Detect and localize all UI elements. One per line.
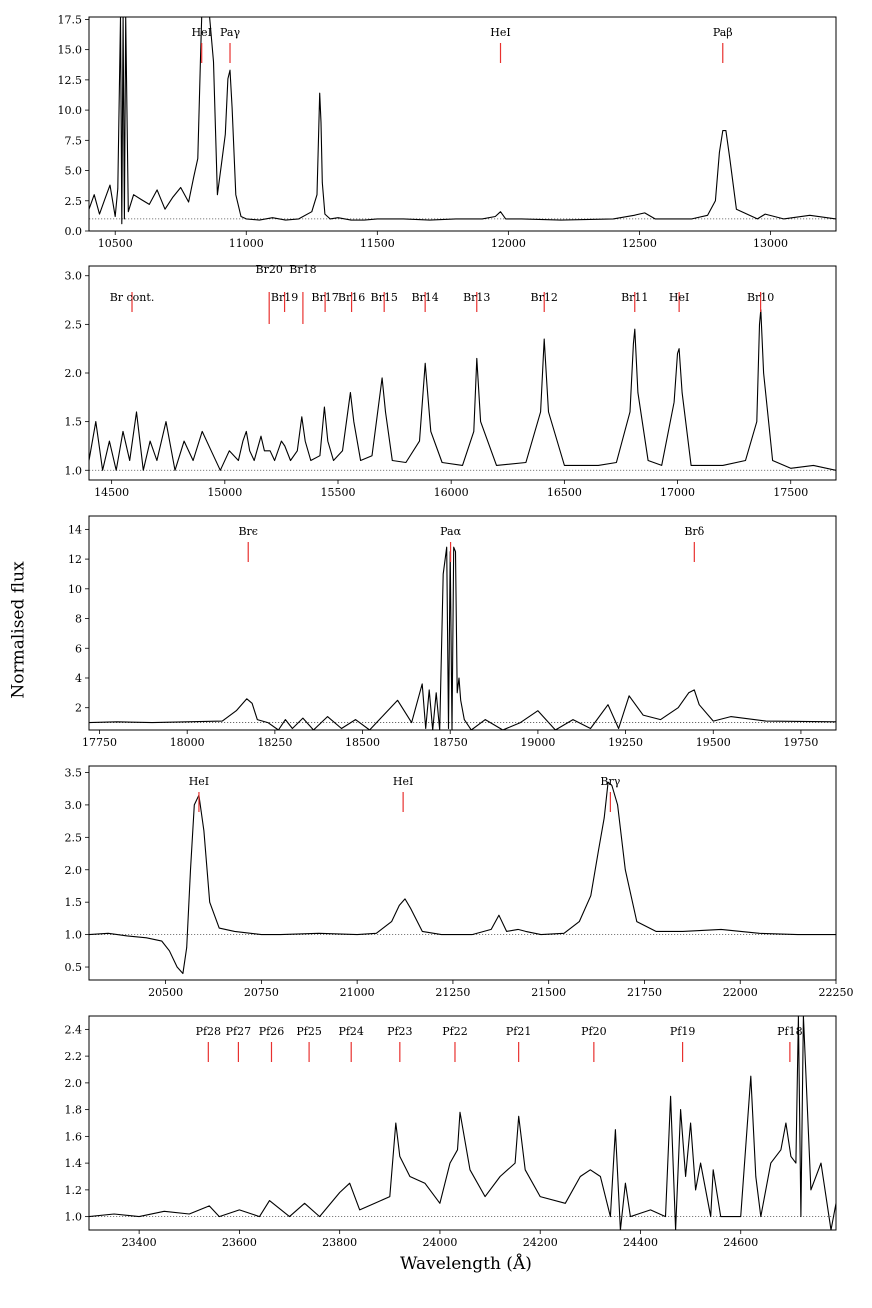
- line-marker-label: Br10: [746, 291, 775, 304]
- line-marker-label: Br12: [530, 291, 558, 304]
- line-marker-label: Br16: [337, 291, 366, 304]
- line-marker-label: Pf19: [669, 1025, 696, 1038]
- y-tick-label: 2.0: [64, 1076, 82, 1090]
- x-tick-label: 18750: [432, 736, 468, 749]
- line-marker-label: Br cont.: [109, 291, 155, 304]
- x-tick-label: 21250: [435, 986, 471, 999]
- line-marker-label: Pf25: [296, 1025, 322, 1038]
- line-marker-label: Pf22: [442, 1025, 468, 1038]
- spectrum-line: [89, 547, 836, 730]
- y-tick-label: 1.2: [64, 1183, 82, 1197]
- line-marker-label: Paα: [440, 525, 462, 538]
- y-tick-label: 12: [68, 553, 82, 567]
- line-marker-label: Br11: [621, 291, 649, 304]
- line-marker-label: Pf28: [195, 1025, 222, 1038]
- x-axis-label: Wavelength (Å): [400, 1254, 532, 1274]
- axes-frame: [89, 1016, 836, 1230]
- x-tick-label: 16500: [546, 486, 582, 499]
- y-tick-label: 1.0: [64, 1210, 82, 1224]
- y-tick-label: 6: [75, 642, 82, 656]
- x-tick-label: 14500: [94, 486, 130, 499]
- y-tick-label: 4: [75, 671, 82, 685]
- axes-frame: [89, 516, 836, 730]
- line-marker-label: Br20: [255, 263, 283, 276]
- y-tick-label: 2.5: [64, 831, 82, 845]
- line-marker-label: Pf26: [258, 1025, 285, 1038]
- line-marker-label: Pf20: [581, 1025, 607, 1038]
- x-tick-label: 21500: [531, 986, 567, 999]
- line-marker-label: Paγ: [219, 26, 241, 39]
- spectrum-line: [89, 1016, 836, 1230]
- x-tick-label: 17000: [660, 486, 696, 499]
- x-tick-label: 17750: [82, 736, 118, 749]
- x-tick-label: 18500: [345, 736, 381, 749]
- x-tick-label: 19000: [520, 736, 556, 749]
- x-tick-label: 23800: [322, 1236, 358, 1249]
- line-marker-label: Brϵ: [238, 525, 258, 538]
- line-marker-label: HeI: [191, 26, 212, 39]
- x-tick-label: 24600: [723, 1236, 759, 1249]
- y-tick-label: 17.5: [57, 13, 82, 27]
- line-marker-label: Pf23: [387, 1025, 413, 1038]
- line-marker-label: Brδ: [684, 525, 705, 538]
- line-marker-label: Br19: [270, 291, 299, 304]
- y-tick-label: 8: [75, 612, 82, 626]
- y-tick-label: 3.0: [64, 798, 82, 812]
- y-tick-label: 2: [75, 701, 82, 715]
- line-marker-label: Pf24: [338, 1025, 364, 1038]
- y-tick-label: 10.0: [57, 104, 82, 118]
- x-tick-label: 12000: [490, 237, 526, 250]
- x-tick-label: 18250: [257, 736, 293, 749]
- line-marker-label: Pf21: [505, 1025, 532, 1038]
- spectrum-line: [89, 17, 836, 224]
- x-tick-label: 20750: [243, 986, 279, 999]
- y-tick-label: 1.5: [64, 415, 82, 429]
- y-tick-label: 10: [68, 582, 82, 596]
- line-marker-label: HeI: [668, 291, 690, 304]
- x-tick-label: 21000: [339, 986, 375, 999]
- y-tick-label: 2.0: [64, 863, 82, 877]
- x-tick-label: 18000: [169, 736, 205, 749]
- x-tick-label: 23600: [221, 1236, 257, 1249]
- x-tick-label: 20500: [148, 986, 184, 999]
- spectrum-line: [89, 782, 836, 973]
- y-tick-label: 2.5: [64, 194, 82, 208]
- line-marker-label: HeI: [392, 775, 414, 788]
- y-tick-label: 1.6: [64, 1130, 82, 1144]
- y-tick-label: 12.5: [57, 73, 82, 87]
- y-tick-label: 1.0: [64, 464, 82, 478]
- line-marker-label: Br18: [289, 263, 317, 276]
- y-tick-label: 1.8: [64, 1103, 82, 1117]
- x-tick-label: 12500: [621, 237, 657, 250]
- y-tick-label: 1.5: [64, 896, 82, 910]
- x-tick-label: 17500: [773, 486, 809, 499]
- line-marker-label: HeI: [490, 26, 511, 39]
- x-tick-label: 23400: [121, 1236, 157, 1249]
- y-tick-label: 2.5: [64, 318, 82, 332]
- y-tick-label: 3.0: [64, 269, 82, 283]
- x-tick-label: 11500: [359, 237, 395, 250]
- axes-frame: [89, 766, 836, 980]
- line-marker-label: Br17: [311, 291, 339, 304]
- y-axis-label: Normalised flux: [8, 561, 29, 699]
- y-tick-label: 14: [68, 523, 82, 537]
- line-marker-label: Br15: [370, 291, 398, 304]
- x-tick-label: 15500: [320, 486, 356, 499]
- line-marker-label: Brγ: [600, 775, 621, 788]
- x-tick-label: 24000: [422, 1236, 458, 1249]
- y-tick-label: 2.0: [64, 367, 82, 380]
- line-marker-label: Pf27: [225, 1025, 252, 1038]
- y-tick-label: 15.0: [57, 43, 82, 57]
- line-marker-label: Br14: [411, 291, 439, 304]
- line-marker-label: Pf18: [777, 1025, 803, 1038]
- x-tick-label: 19750: [783, 736, 819, 749]
- x-tick-label: 11000: [228, 237, 264, 250]
- x-tick-label: 13000: [752, 237, 788, 250]
- y-tick-label: 2.4: [64, 1023, 82, 1037]
- x-tick-label: 24200: [522, 1236, 558, 1249]
- y-tick-label: 3.5: [64, 766, 82, 780]
- line-marker-label: Br13: [463, 291, 491, 304]
- line-marker-label: HeI: [188, 775, 210, 788]
- y-tick-label: 1.4: [64, 1157, 82, 1171]
- x-tick-label: 21750: [626, 986, 662, 999]
- y-tick-label: 1.0: [64, 928, 82, 942]
- y-tick-label: 0.5: [64, 961, 82, 975]
- x-tick-label: 22000: [722, 986, 758, 999]
- x-tick-label: 15000: [207, 486, 243, 499]
- y-tick-label: 7.5: [64, 134, 82, 148]
- x-tick-label: 10500: [97, 237, 133, 250]
- x-tick-label: 19500: [695, 736, 731, 749]
- line-marker-label: Paβ: [712, 26, 733, 39]
- x-tick-label: 24400: [622, 1236, 658, 1249]
- y-tick-label: 2.2: [64, 1050, 82, 1064]
- x-tick-label: 16000: [433, 486, 469, 499]
- x-tick-label: 22250: [818, 986, 854, 999]
- spectrum-line: [89, 310, 836, 471]
- y-tick-label: 5.0: [64, 164, 82, 178]
- y-tick-label: 0.0: [64, 225, 82, 238]
- x-tick-label: 19250: [608, 736, 644, 749]
